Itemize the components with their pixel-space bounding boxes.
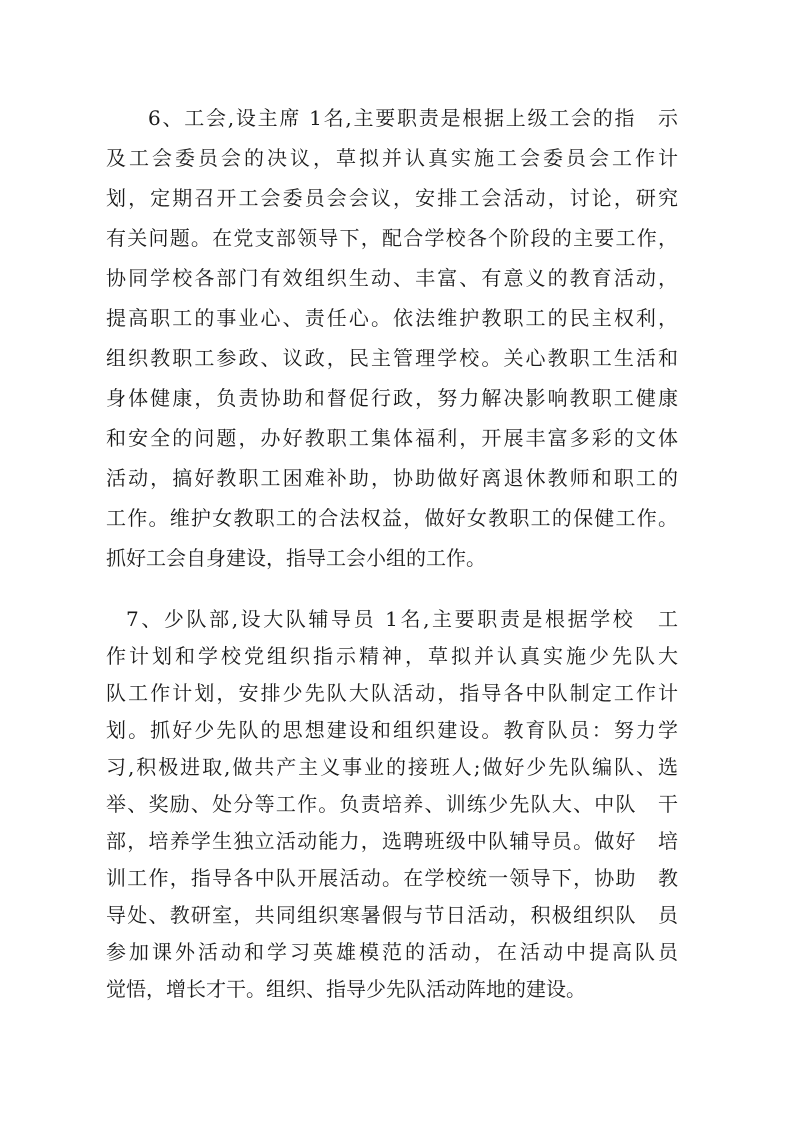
text-line: 工作。维护女教职工的合法权益，做好女教职工的保健工作。 <box>106 506 678 530</box>
text-line: 训工作，指导各中队开展活动。在学校统一领导下，协助 教 <box>106 866 678 890</box>
text-line: 作计划和学校党组织指示精神，草拟并认真实施少先队大 <box>106 644 678 668</box>
text-line: 协同学校各部门有效组织生动、丰富、有意义的教育活动， <box>106 266 678 290</box>
text-line: 划。抓好少先队的思想建设和组织建设。教育队员：努力学 <box>106 718 678 742</box>
text-line: 部，培养学生独立活动能力，选聘班级中队辅导员。做好 培 <box>106 829 678 853</box>
text-line: 身体健康，负责协助和督促行政，努力解决影响教职工健康 <box>106 386 678 410</box>
text-line: 和安全的问题，办好教职工集体福利，开展丰富多彩的文体 <box>106 426 678 450</box>
text-line: 组织教职工参政、议政，民主管理学校。关心教职工生活和 <box>106 346 678 370</box>
text-line: 抓好工会自身建设，指导工会小组的工作。 <box>106 546 486 570</box>
text-line: 及工会委员会的决议，草拟并认真实施工会委员会工作计 <box>106 146 678 170</box>
text-line: 划，定期召开工会委员会会议，安排工会活动，讨论，研究 <box>106 186 678 210</box>
text-line: 觉悟，增长才干。组织、指导少先队活动阵地的建设。 <box>106 977 586 1001</box>
text-line: 参加课外活动和学习英雄模范的活动，在活动中提高队员 <box>106 940 678 964</box>
paragraph-6-labor-union <box>106 98 678 578</box>
text-line: 有关问题。在党支部领导下，配合学校各个阶段的主要工作， <box>106 226 678 250</box>
text-line: 导处、教研室，共同组织寒暑假与节日活动，积极组织队 员 <box>106 903 678 927</box>
text-line: 提高职工的事业心、责任心。依法维护教职工的民主权利， <box>106 306 678 330</box>
text-line: 习,积极进取,做共产主义事业的接班人;做好少先队编队、选 <box>106 755 678 779</box>
text-line: 活动，搞好教职工困难补助，协助做好离退休教师和职工的 <box>106 466 678 490</box>
text-line: 举、奖励、处分等工作。负责培养、训练少先队大、中队 干 <box>106 792 678 816</box>
document-body <box>106 98 678 1008</box>
text-line: 队工作计划，安排少先队大队活动，指导各中队制定工作计 <box>106 681 678 705</box>
text-line: 6、工会,设主席 1名,主要职责是根据上级工会的指 示 <box>148 106 678 130</box>
paragraph-7-young-pioneers-department <box>106 601 678 1008</box>
text-line: 7、少队部,设大队辅导员 1名,主要职责是根据学校 工 <box>126 607 678 631</box>
